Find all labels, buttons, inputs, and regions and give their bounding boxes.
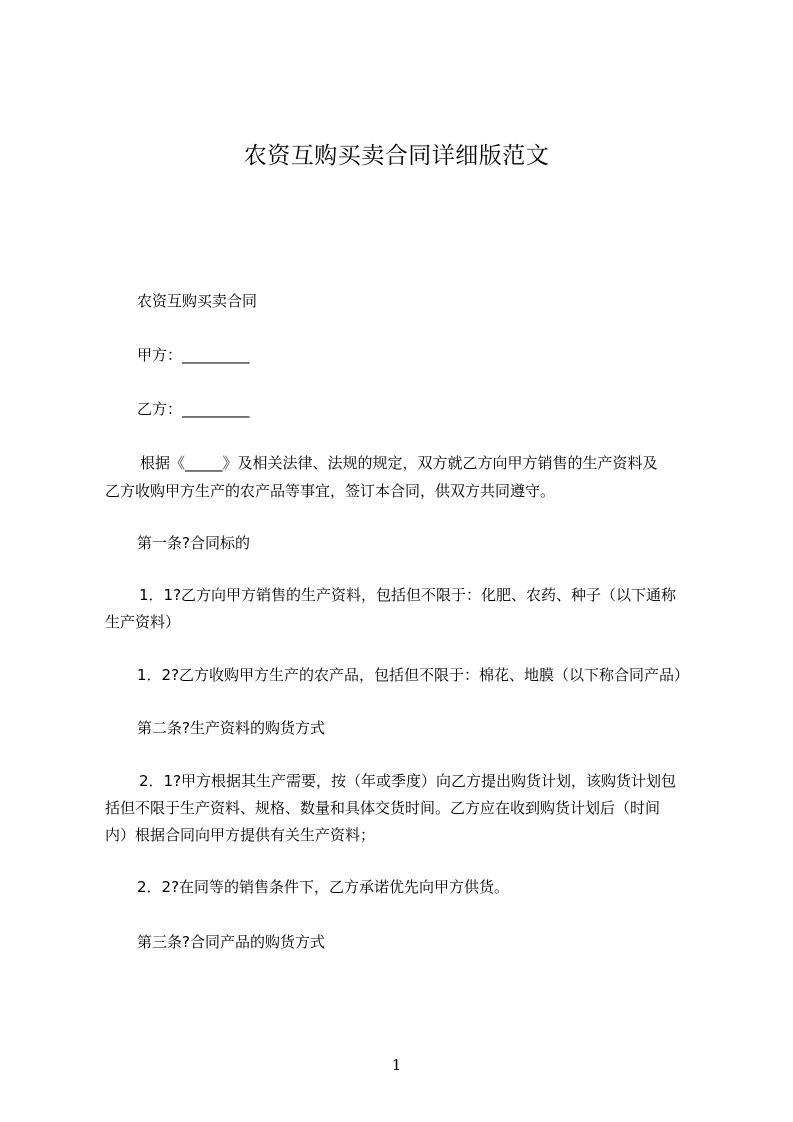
party-b-line: 乙方：_________ [137,400,250,418]
article-2-heading: 第二条?生产资料的购货方式 [137,719,325,737]
preamble-line-2: 乙方收购甲方生产的农产品等事宜，签订本合同，供双方共同遵守。 [105,482,556,500]
article-3-heading: 第三条?合同产品的购货方式 [137,933,325,951]
preamble-line-1: 根据《_____》及相关法律、法规的规定，双方就乙方向甲方销售的生产资料及 [140,454,658,472]
clause-1-1-line-1: 1．1?乙方向甲方销售的生产资料，包括但不限于：化肥、农药、种子（以下通称 [139,586,677,604]
document-title: 农资互购买卖合同详细版范文 [243,143,550,169]
clause-2-1-line-2: 括但不限于生产资料、规格、数量和具体交货时间。乙方应在收到购货计划后（时间 [105,799,661,817]
page-number: 1 [391,1056,402,1074]
party-a-line: 甲方：_________ [137,346,250,364]
clause-1-2: 1．2?乙方收购甲方生产的农产品，包括但不限于：棉花、地膜（以下称合同产品） [137,666,690,684]
clause-2-1-line-1: 2．1?甲方根据其生产需要，按（年或季度）向乙方提出购货计划，该购货计划包 [139,772,677,790]
article-1-heading: 第一条?合同标的 [137,534,250,552]
clause-1-1-line-2: 生产资料） [105,613,181,631]
clause-2-1-line-3: 内）根据合同向甲方提供有关生产资料； [105,826,376,844]
contract-heading: 农资互购买卖合同 [137,292,258,310]
clause-2-2: 2．2?在同等的销售条件下，乙方承诺优先向甲方供货。 [137,878,510,896]
